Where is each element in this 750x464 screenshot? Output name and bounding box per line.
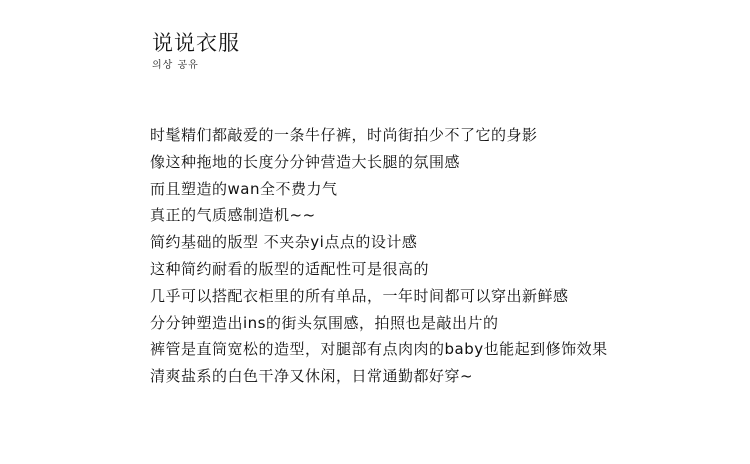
text-line: 时髦精们都敲爱的一条牛仔裤，时尚街拍少不了它的身影 <box>150 126 538 144</box>
text-line: 分分钟塑造出ins的街头氛围感，拍照也是敲出片的 <box>150 313 499 332</box>
description-text <box>150 122 740 390</box>
page-subtitle: 의상 공유 <box>152 60 199 71</box>
text-line: 像这种拖地的长度分分钟营造大长腿的氛围感 <box>150 152 461 171</box>
text-line: 而且塑造的wan全不费力气 <box>150 179 338 198</box>
text-line: 清爽盐系的白色干净又休闲，日常通勤都好穿~ <box>150 367 474 386</box>
text-line: 简约基础的版型 不夹杂yi点点的设计感 <box>150 233 418 252</box>
text-line: 这种简约耐看的版型的适配性可是很高的 <box>150 259 430 278</box>
text-line: 裤管是直筒宽松的造型，对腿部有点肉肉的baby也能起到修饰效果 <box>150 340 608 359</box>
page-title: 说说衣服 <box>152 31 240 55</box>
text-line: 几乎可以搭配衣柜里的所有单品，一年时间都可以穿出新鲜感 <box>150 286 569 305</box>
heading-block <box>152 30 240 72</box>
text-line: 真正的气质感制造机~~ <box>150 206 316 225</box>
